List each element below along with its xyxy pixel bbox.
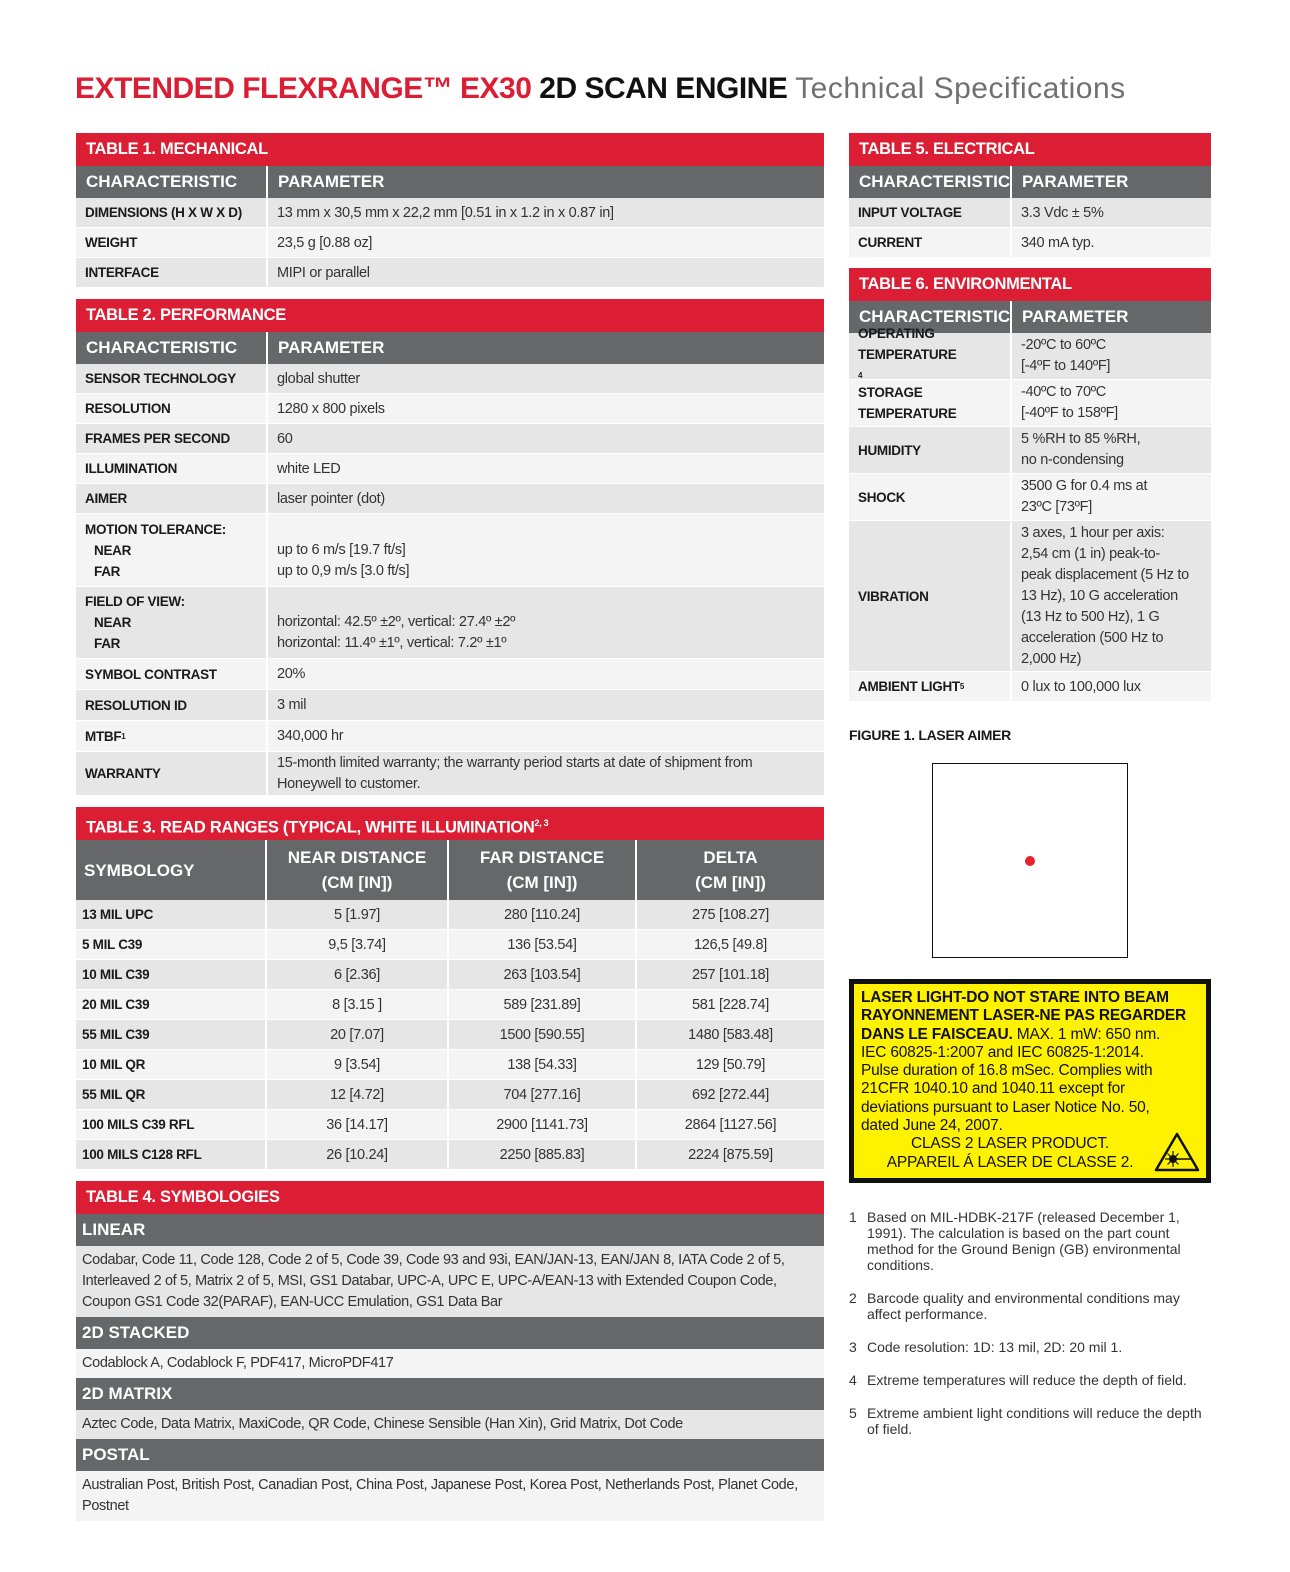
table-row-shock	[849, 474, 1211, 521]
row-label: SHOCK	[849, 474, 1012, 520]
row-value: 340,000 hr	[277, 728, 344, 744]
cell-symbology: 10 MIL QR	[76, 1050, 267, 1079]
cell-delta: 1480 [583.48]	[688, 1026, 773, 1043]
motion-tolerance-label: MOTION TOLERANCE:	[85, 521, 226, 537]
table-body	[849, 198, 1211, 258]
value-line: 2,000 Hz)	[1021, 650, 1082, 667]
table-body	[76, 198, 824, 288]
footnote-ref: 4	[858, 370, 863, 380]
cell-far-distance: 589 [231.89]	[449, 990, 637, 1019]
table-body	[76, 364, 824, 796]
header-near-distance	[267, 840, 449, 900]
row-label: INTERFACE	[76, 258, 268, 287]
warning-text: dated June 24, 2007.	[861, 1117, 1003, 1135]
warning-text: MAX. 1 mW: 650 nm.	[1012, 1025, 1161, 1043]
value-line2: no n-condensing	[1021, 452, 1124, 468]
row-label	[76, 721, 268, 751]
row-label	[849, 380, 1012, 426]
table-row-humidity	[849, 427, 1211, 474]
row-value	[1012, 333, 1211, 379]
label-line1: OPERATING	[858, 325, 935, 341]
table-row	[849, 228, 1211, 258]
footnote-ref: 5	[959, 682, 964, 691]
table-row	[76, 1020, 824, 1050]
cell-far-distance: 138 [54.33]	[449, 1050, 637, 1079]
row-value: laser pointer (dot)	[277, 490, 385, 507]
footnote-text: Extreme ambient light conditions will reduce the depth of field.	[867, 1405, 1202, 1437]
header-symbology: SYMBOLOGY	[76, 840, 267, 900]
laser-warning-icon	[1154, 1132, 1200, 1172]
value-line: acceleration (500 Hz to	[1021, 629, 1164, 646]
value-line: (13 Hz to 500 Hz), 1 G	[1021, 608, 1160, 625]
section-heading-2d-matrix: 2D MATRIX	[76, 1378, 824, 1410]
cell-delta: 2224 [875.59]	[688, 1146, 773, 1163]
row-value: 1280 x 800 pixels	[277, 400, 385, 417]
table-title: TABLE 5. ELECTRICAL	[849, 133, 1211, 166]
warning-line: LASER LIGHT-DO NOT STARE INTO BEAM	[861, 989, 1169, 1006]
far-value: horizontal: 11.4º ±1º, vertical: 7.2º ±1º	[277, 635, 507, 651]
row-value: MIPI or parallel	[277, 264, 370, 281]
row-label	[76, 514, 268, 586]
footnote-number: 4	[849, 1372, 857, 1388]
table-row	[849, 198, 1211, 228]
value-line: 3 axes, 1 hour per axis:	[1021, 524, 1165, 541]
label-text: TEMPERATURE	[858, 346, 957, 362]
row-label: VIBRATION	[849, 521, 1012, 671]
row-label: SENSOR TECHNOLOGY	[76, 364, 268, 393]
table-row-field-of-view	[76, 587, 824, 659]
cell-near-distance: 8 [3.15 ]	[267, 990, 449, 1019]
table-row-operating-temperature	[849, 325, 1211, 380]
warning-line: RAYONNEMENT LASER-NE PAS REGARDER	[861, 1007, 1186, 1025]
header-line2: (CM [IN])	[506, 873, 578, 892]
value-line: peak displacement (5 Hz to	[1021, 566, 1189, 583]
section-body-2d-matrix: Aztec Code, Data Matrix, MaxiCode, QR Code, Chinese Sensible (Han Xin), Grid Matrix, Dot Code	[76, 1410, 824, 1439]
value-line1: 5 %RH to 85 %RH,	[1021, 431, 1141, 447]
table-row	[76, 690, 824, 721]
table-header	[76, 332, 824, 364]
table-row	[76, 990, 824, 1020]
row-label: SYMBOL CONTRAST	[76, 659, 268, 689]
cell-symbology: 55 MIL C39	[76, 1020, 267, 1049]
table-row	[76, 1050, 824, 1080]
section-body-linear: Codabar, Code 11, Code 128, Code 2 of 5, Code 39, Code 93 and 93i, EAN/JAN-13, EAN/JAN 8, IATA Code 2 of 5, Interleaved 2 of 5, Matrix 2 of 5, MSI, GS1 Databar, UPC-A, UPC E, UPC-A/EAN-13 with Extended Coupon Code, Coupon GS1 Code 32(PARAF), EAN-UCC Emulation, GS1 Data Bar	[76, 1246, 824, 1317]
table-row	[76, 930, 824, 960]
row-label	[849, 672, 1012, 701]
table-row	[76, 1140, 824, 1170]
header-line1: NEAR DISTANCE	[287, 848, 427, 867]
header-parameter: PARAMETER	[278, 338, 385, 357]
table-row	[76, 454, 824, 484]
table-row-storage-temperature	[849, 380, 1211, 427]
header-characteristic: CHARACTERISTIC	[849, 301, 1012, 333]
warning-class-fr: APPAREIL Á LASER DE CLASSE 2.	[886, 1153, 1134, 1171]
title-subtitle: Technical Specifications	[795, 72, 1126, 105]
table-performance	[76, 299, 824, 796]
cell-symbology: 20 MIL C39	[76, 990, 267, 1019]
cell-delta: 129 [50.79]	[695, 1056, 766, 1073]
header-characteristic: CHARACTERISTIC	[76, 166, 268, 198]
near-label: NEAR	[94, 615, 132, 630]
footnote-number: 3	[849, 1339, 857, 1355]
footnotes	[849, 1209, 1211, 1437]
row-value	[1012, 380, 1211, 426]
footnote-ref: 1	[121, 731, 126, 741]
cell-far-distance: 704 [277.16]	[449, 1080, 637, 1109]
table-row	[76, 900, 824, 930]
header-characteristic: CHARACTERISTIC	[76, 332, 268, 364]
far-label: FAR	[94, 563, 121, 579]
row-value: 15-month limited warranty; the warranty period starts at date of shipment from Honeywell to customer.	[277, 754, 753, 792]
mtbf-label: MTBF	[85, 728, 122, 744]
row-label: ILLUMINATION	[76, 454, 268, 483]
table-row	[76, 394, 824, 424]
section-body-postal: Australian Post, British Post, Canadian Post, China Post, Japanese Post, Korea Post, Netherlands Post, Planet Code, Postnet	[76, 1471, 824, 1521]
right-column	[849, 133, 1211, 1454]
row-label: INPUT VOLTAGE	[849, 198, 1012, 227]
cell-far-distance: 136 [53.54]	[449, 930, 637, 959]
cell-symbology: 55 MIL QR	[76, 1080, 267, 1109]
table-symbologies	[76, 1181, 824, 1521]
footnote-number: 2	[849, 1290, 857, 1306]
value-line2: [-40ºF to 158ºF]	[1021, 405, 1118, 421]
header-far-distance	[449, 840, 637, 900]
table-body	[76, 900, 824, 1170]
table-row	[76, 1080, 824, 1110]
cell-near-distance: 20 [7.07]	[267, 1020, 449, 1049]
row-value: 60	[277, 430, 293, 447]
row-value	[268, 587, 824, 658]
section-heading-2d-stacked: 2D STACKED	[76, 1317, 824, 1349]
cell-near-distance: 5 [1.97]	[267, 900, 449, 929]
table-header	[849, 166, 1211, 198]
warning-text: 21CFR 1040.10 and 1040.11 except for	[861, 1080, 1125, 1098]
table-row	[76, 364, 824, 394]
value-line1: -20ºC to 60ºC	[1021, 337, 1106, 353]
cell-delta: 126,5 [49.8]	[694, 936, 767, 953]
row-label	[76, 587, 268, 658]
row-label: RESOLUTION	[76, 394, 268, 423]
footnote-number: 5	[849, 1405, 857, 1421]
value-line2: [-4ºF to 140ºF]	[1021, 358, 1111, 374]
table-row	[76, 659, 824, 690]
row-value	[1012, 474, 1211, 520]
footnote	[849, 1209, 1211, 1273]
near-value: up to 6 m/s [19.7 ft/s]	[277, 541, 406, 558]
cell-near-distance: 6 [2.36]	[267, 960, 449, 989]
table-row-warranty	[76, 752, 824, 796]
header-parameter: PARAMETER	[278, 172, 385, 191]
table-row	[76, 258, 824, 288]
section-body-2d-stacked: Codablock A, Codablock F, PDF417, MicroPDF417	[76, 1349, 824, 1378]
header-line1: FAR DISTANCE	[479, 848, 605, 867]
table-row	[76, 484, 824, 514]
row-label	[849, 325, 1012, 380]
table-row-motion-tolerance	[76, 514, 824, 587]
far-value: up to 0,9 m/s [3.0 ft/s]	[277, 562, 410, 579]
title-product-name: EXTENDED FLEXRANGE™ EX30	[75, 72, 532, 105]
footnote	[849, 1290, 1211, 1322]
header-parameter: PARAMETER	[1022, 172, 1129, 191]
cell-delta: 257 [101.18]	[691, 966, 770, 983]
footnote	[849, 1339, 1211, 1355]
section-heading-postal: POSTAL	[76, 1439, 824, 1471]
section-heading-linear: LINEAR	[76, 1214, 824, 1246]
value-line1: 3500 G for 0.4 ms at	[1021, 478, 1148, 494]
table-row-mtbf	[76, 721, 824, 752]
header-line2: (CM [IN])	[321, 873, 393, 892]
row-label: AIMER	[76, 484, 268, 513]
value-line: 13 Hz), 10 G acceleration	[1021, 587, 1178, 604]
table-row	[76, 228, 824, 258]
warning-text: Pulse duration of 16.8 mSec. Complies with	[861, 1062, 1153, 1080]
cell-delta: 275 [108.27]	[691, 906, 770, 923]
cell-delta: 2864 [1127.56]	[684, 1116, 777, 1133]
header-line2: (CM [IN])	[695, 873, 766, 892]
row-value: 340 mA typ.	[1021, 234, 1095, 251]
footnote-ref: 2, 3	[534, 818, 549, 828]
table-title: TABLE 1. MECHANICAL	[76, 133, 824, 166]
header-delta	[637, 840, 824, 900]
table-title-text: TABLE 3. READ RANGES (TYPICAL, WHITE ILLUMINATION	[86, 818, 535, 837]
footnote-text: Barcode quality and environmental conditions may affect performance.	[867, 1290, 1180, 1322]
page-title	[75, 70, 1126, 108]
laser-warning-label	[849, 979, 1211, 1183]
table-row	[76, 960, 824, 990]
row-value	[1012, 427, 1211, 473]
footnote	[849, 1372, 1211, 1388]
cell-far-distance: 263 [103.54]	[449, 960, 637, 989]
field-of-view-label: FIELD OF VIEW:	[85, 594, 185, 609]
figure-caption: FIGURE 1. LASER AIMER	[849, 727, 1011, 743]
row-value: 3.3 Vdc ± 5%	[1021, 204, 1104, 221]
cell-delta: 692 [272.44]	[691, 1086, 770, 1103]
row-value: 20%	[277, 666, 306, 682]
label-line2: TEMPERATURE	[858, 406, 957, 421]
cell-near-distance: 26 [10.24]	[267, 1140, 449, 1169]
table-mechanical	[76, 133, 824, 288]
table-row	[76, 424, 824, 454]
warning-text: deviations pursuant to Laser Notice No. 50,	[861, 1098, 1150, 1116]
footnote	[849, 1405, 1211, 1437]
cell-symbology: 100 MILS C39 RFL	[76, 1110, 267, 1139]
table-row	[76, 1110, 824, 1140]
footnote-number: 1	[849, 1209, 857, 1225]
value-line2: 23ºC [73ºF]	[1021, 499, 1092, 515]
header-parameter: PARAMETER	[1022, 307, 1129, 326]
label-text: AMBIENT LIGHT	[858, 679, 960, 694]
row-value: 23,5 g [0.88 oz]	[277, 234, 373, 251]
row-label: FRAMES PER SECOND	[76, 424, 268, 453]
table-title	[76, 807, 824, 840]
row-value: global shutter	[277, 370, 360, 387]
table-electrical	[849, 133, 1211, 258]
label-line1: STORAGE	[858, 385, 923, 400]
row-label: CURRENT	[849, 228, 1012, 257]
near-value: horizontal: 42.5º ±2º, vertical: 27.4º ±2º	[277, 614, 516, 630]
row-value: 0 lux to 100,000 lux	[1021, 678, 1141, 695]
aimer-dot-icon	[1025, 856, 1035, 866]
value-line: 2,54 cm (1 in) peak-to-	[1021, 545, 1160, 562]
table-row-vibration	[849, 521, 1211, 672]
cell-near-distance: 9,5 [3.74]	[267, 930, 449, 959]
cell-symbology: 13 MIL UPC	[76, 900, 267, 929]
table-row-ambient-light	[849, 672, 1211, 702]
footnote-text: Based on MIL-HDBK-217F (released December 1, 1991). The calculation is based on the part count method for the Ground Benign (GB) environmental conditions.	[867, 1209, 1181, 1273]
table-title: TABLE 2. PERFORMANCE	[76, 299, 824, 332]
row-label: WEIGHT	[76, 228, 268, 257]
row-label: HUMIDITY	[849, 427, 1012, 473]
warning-line: DANS LE FAISCEAU.	[861, 1025, 1013, 1043]
table-header	[76, 840, 824, 900]
table-read-ranges	[76, 807, 824, 1170]
cell-far-distance: 2900 [1141.73]	[449, 1110, 637, 1139]
table-title: TABLE 4. SYMBOLOGIES	[76, 1181, 824, 1214]
table-title: TABLE 6. ENVIRONMENTAL	[849, 268, 1211, 301]
cell-near-distance: 36 [14.17]	[267, 1110, 449, 1139]
table-row	[76, 198, 824, 228]
title-product-type: 2D SCAN ENGINE	[539, 72, 788, 105]
cell-far-distance: 2250 [885.83]	[449, 1140, 637, 1169]
footnote-text: Code resolution: 1D: 13 mil, 2D: 20 mil 1.	[867, 1339, 1123, 1355]
laser-aimer-figure	[932, 763, 1128, 958]
cell-far-distance: 1500 [590.55]	[449, 1020, 637, 1049]
cell-delta: 581 [228.74]	[691, 996, 770, 1013]
near-label: NEAR	[94, 542, 132, 558]
cell-far-distance: 280 [110.24]	[449, 900, 637, 929]
row-value: white LED	[277, 460, 341, 477]
warning-class: CLASS 2 LASER PRODUCT.	[910, 1135, 1110, 1153]
cell-symbology: 5 MIL C39	[76, 930, 267, 959]
table-body	[849, 325, 1211, 702]
cell-symbology: 10 MIL C39	[76, 960, 267, 989]
row-value	[1012, 521, 1211, 671]
row-label: DIMENSIONS (H X W X D)	[76, 198, 268, 227]
left-column	[76, 133, 824, 1521]
header-line1: DELTA	[703, 848, 758, 867]
row-value	[268, 514, 824, 586]
row-label: RESOLUTION ID	[76, 690, 268, 720]
table-header	[76, 166, 824, 198]
row-label: WARRANTY	[76, 752, 268, 795]
value-line1: -40ºC to 70ºC	[1021, 384, 1106, 400]
footnote-text: Extreme temperatures will reduce the depth of field.	[867, 1372, 1187, 1388]
far-label: FAR	[94, 636, 121, 651]
cell-symbology: 100 MILS C128 RFL	[76, 1140, 267, 1169]
cell-near-distance: 12 [4.72]	[267, 1080, 449, 1109]
table-environmental	[849, 268, 1211, 702]
row-value: 3 mil	[277, 697, 307, 713]
warning-text: IEC 60825-1:2007 and IEC 60825-1:2014.	[861, 1043, 1144, 1061]
cell-near-distance: 9 [3.54]	[267, 1050, 449, 1079]
row-value: 13 mm x 30,5 mm x 22,2 mm [0.51 in x 1.2 in x 0.87 in]	[277, 204, 614, 221]
header-characteristic: CHARACTERISTIC	[849, 166, 1012, 198]
